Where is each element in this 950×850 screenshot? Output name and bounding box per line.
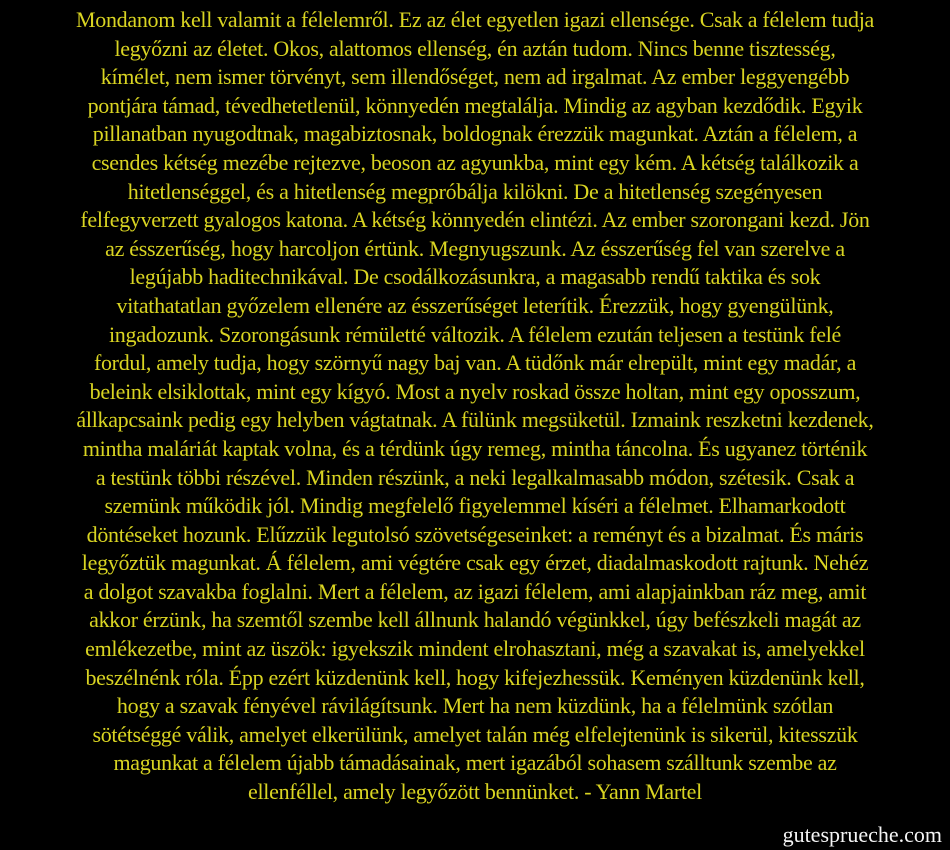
quote-line: csendes kétség mezébe rejtezve, beoson az agyunkba, mint egy kém. A kétség találkozik a [91,149,859,175]
quote-line: legyőzni az életet. Okos, alattomos ellenség, én aztán tudom. Nincs benne tisztesség, [114,35,836,61]
quote-line: legújabb haditechnikával. De csodálkozásunkra, a magasabb rendű taktika és sok [129,264,821,290]
quote-line: akkor érzünk, ha szemtől szembe kell állnunk halandó végünkkel, úgy befészkeli magát az [89,607,861,633]
quote-line: legyőztük magunkat. Á félelem, ami végtére csak egy érzet, diadalmaskodott rajtunk. Nehéz [81,550,869,576]
quote-line: pontjára támad, tévedhetetlenül, könnyedén megtalálja. Mindig az agyban kezdődik. Egyik [87,92,863,118]
quote-line: fordul, amely tudja, hogy szörnyű nagy baj van. A tüdőnk már elrepült, mint egy madár, a [93,350,857,376]
quote-line: sötétséggé válik, amelyet elkerülünk, amelyet talán még elfelejtenünk is sikerül, kitesszük [92,721,858,747]
quote-line: emlékezetbe, mint az üszök: igyekszik mindent elrohasztani, még a szavakat is, amelyekkel [85,636,865,662]
watermark-site-label: gutesprueche.com [782,822,942,847]
quote-line: ellenféllel, amely legyőzött bennünket. - Yann Martel [248,779,702,805]
quote-line: mintha maláriát kaptak volna, és a térdünk úgy remeg, mintha táncolna. És ugyanez történik [82,435,868,461]
quote-line: döntéseket hozunk. Elűzzük legutolsó szövetségeseinket: a reményt és a bizalmat. És máris [86,521,864,547]
quote-line: ingadozunk. Szorongásunk rémületté változik. A félelem ezután teljesen a testünk felé [108,321,842,347]
quote-line: hitetlenséggel, és a hitetlenség megpróbálja kilökni. De a hitetlenség szegényesen [127,178,823,204]
quote-line: a dolgot szavakba foglalni. Mert a félelem, az igazi félelem, ami alapjainkban ráz meg, amit [83,578,867,604]
quote-line: kímélet, nem ismer törvényt, sem illendőséget, nem ad irgalmat. Az ember leggyengébb [100,64,850,90]
quote-line: az ésszerűség, hogy harcoljon értünk. Megnyugszunk. Az ésszerűség fel van szerelve a [105,235,845,261]
quote-line: a testünk többi részével. Minden részünk, a neki legalkalmasabb módon, szétesik. Csak a [95,464,855,490]
quote-line: hogy a szavak fényével rávilágítsunk. Mert ha nem küzdünk, ha a félelmünk szótlan [116,693,834,719]
quote-line: beleink elsiklottak, mint egy kígyó. Most a nyelv roskad össze holtan, mint egy oposszum, [89,378,861,404]
quote-line: vitathatatlan győzelem ellenére az ésszerűséget leterítik. Érezzük, hogy gyengülünk, [116,292,834,318]
quote-line: pillanatban nyugodtnak, magabiztosnak, boldognak érezzük magunkat. Aztán a félelem, a [92,121,858,147]
quote-line: szemünk működik jól. Mindig megfelelő figyelemmel kíséri a félelmet. Elhamarkodott [104,493,846,519]
quote-line: felfegyverzett gyalogos katona. A kétség könnyedén elintézi. Az ember szorongani kezd. Jön [80,207,870,233]
quote-line: Mondanom kell valamit a félelemről. Ez az élet egyetlen igazi ellensége. Csak a félelem tudja [76,7,874,32]
quote-line: állkapcsaink pedig egy helyben vágtatnak. A fülünk megsüketül. Izmaink reszketni kezdenek, [76,407,874,433]
quote-line: beszélnénk róla. Épp ezért küzdenünk kell, hogy kifejezhessük. Keményen küzdenünk kell, [85,664,865,690]
quote-line: magunkat a félelem újabb támadásainak, mert igazából sohasem szálltunk szembe az [113,750,837,776]
